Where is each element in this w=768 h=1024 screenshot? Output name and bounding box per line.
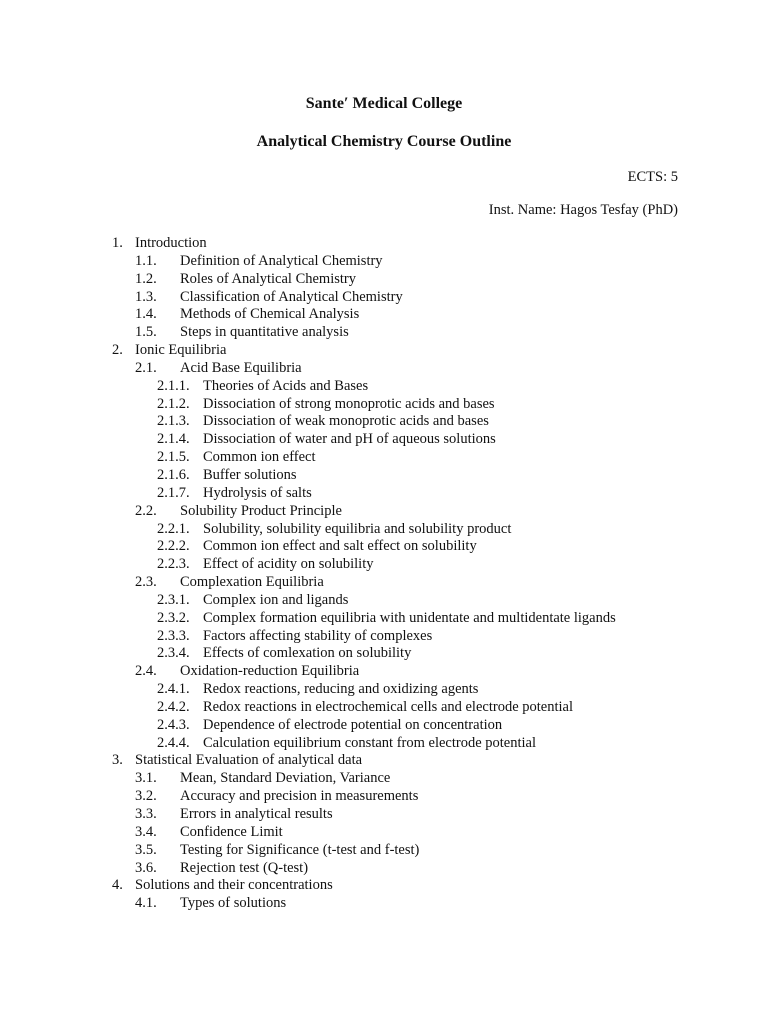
outline-item-text: Buffer solutions (203, 466, 297, 483)
outline-item-number: 2.4.1. (157, 681, 190, 698)
outline-item-number: 2.2.2. (157, 538, 190, 555)
outline-item-number: 2. (112, 342, 123, 359)
course-outline-list (0, 235, 768, 913)
outline-item-text: Statistical Evaluation of analytical data (135, 752, 363, 769)
outline-item (0, 360, 768, 378)
outline-item-number: 3.3. (135, 806, 157, 822)
outline-item (0, 467, 768, 485)
outline-item (0, 396, 768, 414)
outline-item-text: Dependence of electrode potential on concentration (203, 716, 503, 733)
outline-item-number: 2.1.1. (157, 377, 190, 394)
outline-item-number: 2.1.4. (157, 431, 190, 448)
outline-item (0, 503, 768, 521)
course-title: Analytical Chemistry Course Outline (256, 133, 512, 150)
outline-item (0, 413, 768, 431)
outline-item-text: Acid Base Equilibria (180, 359, 302, 376)
outline-item (0, 235, 768, 253)
outline-item-text: Rejection test (Q-test) (180, 859, 309, 876)
outline-item-text: Solubility, solubility equilibria and solubility product (203, 520, 512, 537)
outline-item-text: Theories of Acids and Bases (203, 377, 369, 394)
outline-item (0, 663, 768, 681)
outline-item-text: Complexation Equilibria (180, 574, 324, 591)
outline-item (0, 842, 768, 860)
outline-item-text: Common ion effect and salt effect on solubility (203, 538, 477, 555)
outline-item-number: 1.5. (135, 324, 157, 341)
outline-item-number: 1.2. (135, 270, 157, 287)
outline-item-text: Effects of comlexation on solubility (203, 645, 412, 662)
outline-item-number: 3. (112, 752, 123, 769)
outline-item (0, 485, 768, 503)
outline-item (0, 449, 768, 467)
outline-item (0, 788, 768, 806)
outline-item-number: 2.2.1. (157, 520, 190, 537)
outline-item (0, 645, 768, 663)
outline-item-text: Oxidation-reduction Equilibria (180, 663, 360, 680)
outline-item-number: 2.1.6. (157, 466, 190, 483)
outline-item-number: 1.4. (135, 306, 157, 323)
outline-item-text: Ionic Equilibria (135, 342, 227, 359)
outline-item-text: Mean, Standard Deviation, Variance (180, 770, 391, 787)
ects-credits: ECTS: 5 (627, 169, 678, 185)
outline-item-number: 1.3. (135, 288, 157, 305)
outline-item-number: 2.4.4. (157, 734, 190, 751)
outline-item-text: Calculation equilibrium constant from electrode potential (203, 734, 536, 751)
outline-item (0, 806, 768, 824)
outline-item (0, 717, 768, 735)
outline-item-text: Confidence Limit (180, 823, 283, 840)
outline-item-text: Accuracy and precision in measurements (180, 788, 419, 805)
outline-item (0, 735, 768, 753)
outline-item (0, 271, 768, 289)
outline-item-text: Dissociation of water and pH of aqueous solutions (203, 431, 496, 448)
outline-item-number: 3.1. (135, 770, 157, 787)
outline-item-text: Dissociation of weak monoprotic acids and bases (203, 413, 489, 430)
outline-item (0, 378, 768, 396)
outline-item-text: Redox reactions, reducing and oxidizing agents (203, 681, 479, 698)
outline-item-text: Solubility Product Principle (180, 502, 342, 519)
outline-item (0, 610, 768, 628)
outline-item-text: Definition of Analytical Chemistry (180, 252, 383, 269)
outline-item (0, 521, 768, 539)
outline-item-text: Roles of Analytical Chemistry (180, 270, 356, 287)
outline-item-number: 4. (112, 877, 123, 894)
outline-item (0, 556, 768, 574)
outline-item-text: Methods of Chemical Analysis (180, 306, 360, 323)
outline-item (0, 681, 768, 699)
outline-item (0, 877, 768, 895)
outline-item (0, 253, 768, 271)
outline-item-text: Complex ion and ligands (203, 591, 349, 608)
outline-item (0, 431, 768, 449)
outline-item-text: Complex formation equilibria with unidentate and multidentate ligands (203, 609, 616, 626)
outline-item-number: 2.4.2. (157, 698, 190, 715)
outline-item-number: 2.3.1. (157, 591, 190, 608)
outline-item-number: 3.5. (135, 841, 157, 858)
outline-item-number: 3.4. (135, 823, 157, 840)
outline-item (0, 824, 768, 842)
outline-item-number: 1. (112, 235, 123, 251)
outline-item-text: Dissociation of strong monoprotic acids and bases (203, 395, 495, 412)
college-name: Sante′ Medical College (305, 95, 463, 112)
outline-item-text: Effect of acidity on solubility (203, 556, 374, 573)
outline-item-number: 2.1.3. (157, 413, 190, 430)
outline-item (0, 306, 768, 324)
outline-item-text: Common ion effect (203, 449, 316, 466)
outline-item-text: Hydrolysis of salts (203, 484, 312, 501)
outline-item-number: 3.6. (135, 859, 157, 876)
outline-item-text: Classification of Analytical Chemistry (180, 288, 403, 305)
outline-item-number: 2.3.3. (157, 627, 190, 644)
outline-item (0, 538, 768, 556)
outline-item-number: 2.4.3. (157, 716, 190, 733)
outline-item (0, 770, 768, 788)
outline-item-text: Errors in analytical results (180, 806, 333, 822)
outline-item (0, 574, 768, 592)
outline-item-number: 2.2.3. (157, 556, 190, 573)
outline-item (0, 895, 768, 913)
outline-item-text: Introduction (135, 235, 207, 251)
outline-item-number: 3.2. (135, 788, 157, 805)
instructor-name: Inst. Name: Hagos Tesfay (PhD) (488, 202, 678, 218)
outline-item-text: Solutions and their concentrations (135, 877, 333, 894)
outline-item (0, 289, 768, 307)
outline-item (0, 699, 768, 717)
outline-item-number: 2.2. (135, 502, 157, 519)
outline-item (0, 342, 768, 360)
outline-item (0, 628, 768, 646)
outline-item-text: Types of solutions (180, 895, 287, 912)
outline-item (0, 324, 768, 342)
outline-item-number: 4.1. (135, 895, 157, 912)
outline-item-text: Redox reactions in electrochemical cells and electrode potential (203, 698, 573, 715)
outline-item (0, 592, 768, 610)
outline-item-number: 2.3.4. (157, 645, 190, 662)
outline-item (0, 860, 768, 878)
outline-item-text: Factors affecting stability of complexes (203, 627, 433, 644)
outline-item-number: 2.1.5. (157, 449, 190, 466)
outline-item-number: 2.3. (135, 574, 157, 591)
outline-item-number: 2.1.7. (157, 484, 190, 501)
outline-item (0, 752, 768, 770)
outline-item-number: 2.1.2. (157, 395, 190, 412)
outline-item-text: Testing for Significance (t-test and f-test) (180, 841, 420, 858)
outline-item-number: 2.1. (135, 359, 157, 376)
outline-item-number: 2.3.2. (157, 609, 190, 626)
outline-item-number: 1.1. (135, 252, 157, 269)
outline-item-text: Steps in quantitative analysis (180, 324, 349, 341)
outline-item-number: 2.4. (135, 663, 157, 680)
